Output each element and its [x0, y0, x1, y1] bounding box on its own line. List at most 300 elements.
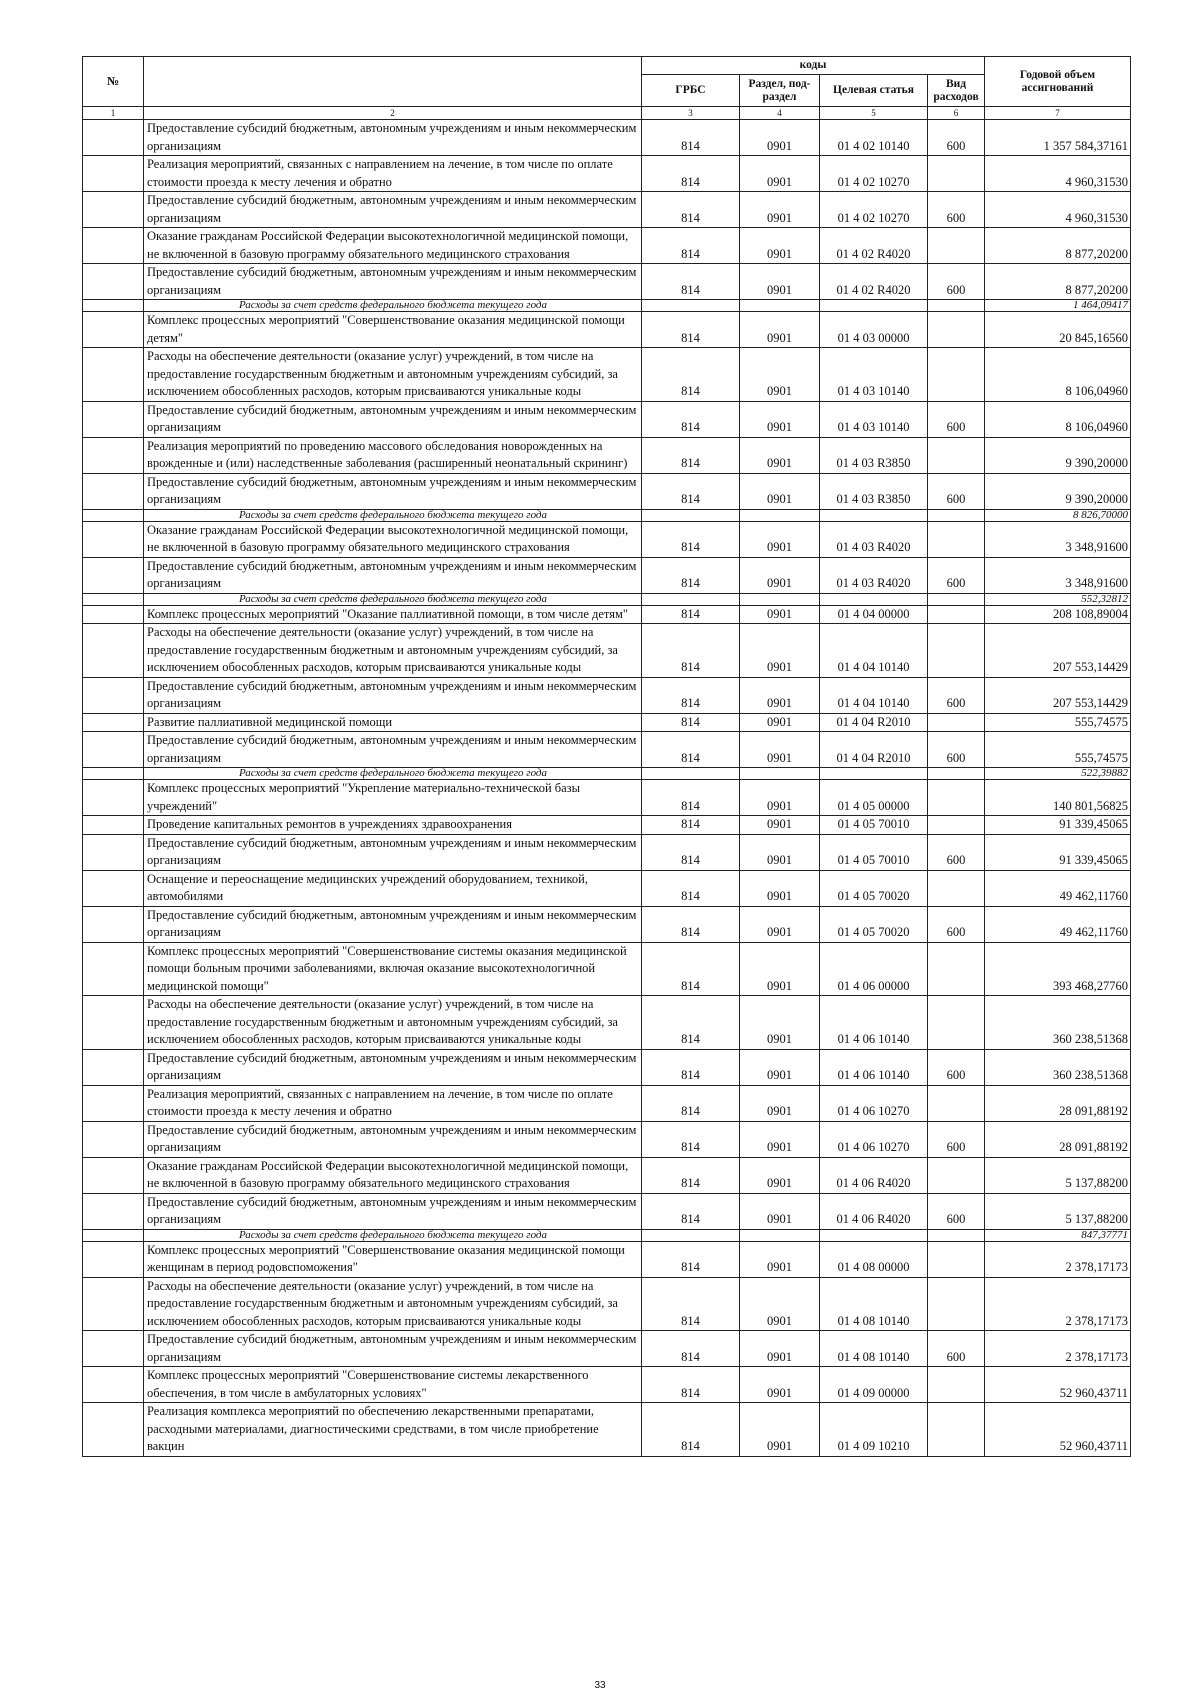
- expense-kind-cell: 600: [928, 473, 985, 509]
- expense-name: Предоставление субсидий бюджетным, автономным учреждениям и иным некоммерческим организациям: [144, 677, 642, 713]
- section-cell: 0901: [740, 312, 820, 348]
- grbs-cell: 814: [642, 1157, 740, 1193]
- target-article-cell: 01 4 05 70020: [820, 870, 928, 906]
- header-number: №: [83, 57, 144, 107]
- header-name-blank: [144, 57, 642, 107]
- target-article-cell: 01 4 06 R4020: [820, 1157, 928, 1193]
- amount-cell: 9 390,20000: [985, 437, 1131, 473]
- table-row: [83, 228, 1131, 264]
- grbs-cell: 814: [642, 228, 740, 264]
- grbs-cell: 814: [642, 437, 740, 473]
- target-article-cell: 01 4 02 R4020: [820, 228, 928, 264]
- federal-budget-label: Расходы за счет средств федерального бюджета текущего года: [144, 509, 642, 521]
- row-number-cell: [83, 1193, 144, 1229]
- table-row: [83, 1241, 1131, 1277]
- federal-budget-row: [83, 768, 1131, 780]
- grbs-cell: [642, 300, 740, 312]
- row-number-cell: [83, 1277, 144, 1331]
- expense-name: Оказание гражданам Российской Федерации высокотехнологичной медицинской помощи, не включенной в базовую программу обязательного медицинского страхования: [144, 1157, 642, 1193]
- amount-cell: 208 108,89004: [985, 605, 1131, 624]
- grbs-cell: 814: [642, 605, 740, 624]
- expense-kind-cell: [928, 816, 985, 835]
- section-cell: 0901: [740, 521, 820, 557]
- expense-kind-cell: [928, 1241, 985, 1277]
- expense-kind-cell: 600: [928, 1193, 985, 1229]
- row-number-cell: [83, 1085, 144, 1121]
- target-article-cell: [820, 1229, 928, 1241]
- target-article-cell: 01 4 03 00000: [820, 312, 928, 348]
- amount-cell: 28 091,88192: [985, 1085, 1131, 1121]
- amount-cell: 91 339,45065: [985, 834, 1131, 870]
- target-article-cell: 01 4 04 10140: [820, 624, 928, 678]
- column-number: 1: [83, 107, 144, 120]
- target-article-cell: 01 4 05 70010: [820, 816, 928, 835]
- expense-kind-cell: [928, 1085, 985, 1121]
- target-article-cell: 01 4 03 R3850: [820, 437, 928, 473]
- grbs-cell: 814: [642, 1085, 740, 1121]
- expense-name: Комплекс процессных мероприятий "Совершенствование системы оказания медицинской помощи больным прочими заболеваниями, включая оказание высокотехнологичной медицинской помощи": [144, 942, 642, 996]
- section-cell: [740, 1229, 820, 1241]
- table-header: [83, 57, 1131, 120]
- row-number-cell: [83, 521, 144, 557]
- expense-kind-cell: [928, 437, 985, 473]
- expense-name: Комплекс процессных мероприятий "Совершенствование оказания медицинской помощи женщинам в период родовспоможения": [144, 1241, 642, 1277]
- row-number-cell: [83, 996, 144, 1050]
- table-row: [83, 1403, 1131, 1457]
- grbs-cell: 814: [642, 264, 740, 300]
- expense-name: Расходы на обеспечение деятельности (оказание услуг) учреждений, в том числе на предоставление государственным бюджетным и автономным учреждениям субсидий, за исключением обособленных расходов, которым присваиваются уникальные коды: [144, 624, 642, 678]
- table-row: [83, 473, 1131, 509]
- row-number-cell: [83, 1121, 144, 1157]
- expense-name: Предоставление субсидий бюджетным, автономным учреждениям и иным некоммерческим организациям: [144, 557, 642, 593]
- expense-kind-cell: [928, 870, 985, 906]
- table-row: [83, 1157, 1131, 1193]
- expense-name: Оказание гражданам Российской Федерации высокотехнологичной медицинской помощи, не включенной в базовую программу обязательного медицинского страхования: [144, 228, 642, 264]
- expense-kind-cell: [928, 300, 985, 312]
- expense-kind-cell: [928, 1157, 985, 1193]
- federal-budget-row: [83, 593, 1131, 605]
- row-number-cell: [83, 264, 144, 300]
- target-article-cell: 01 4 06 10140: [820, 996, 928, 1050]
- table-row: [83, 1367, 1131, 1403]
- grbs-cell: 814: [642, 521, 740, 557]
- row-number-cell: [83, 713, 144, 732]
- section-cell: 0901: [740, 1193, 820, 1229]
- federal-budget-label: Расходы за счет средств федерального бюджета текущего года: [144, 593, 642, 605]
- amount-cell: 552,32812: [985, 593, 1131, 605]
- expense-kind-cell: 600: [928, 192, 985, 228]
- budget-table-container: [82, 56, 1130, 1457]
- amount-cell: 2 378,17173: [985, 1277, 1131, 1331]
- target-article-cell: 01 4 03 R3850: [820, 473, 928, 509]
- expense-name: Предоставление субсидий бюджетным, автономным учреждениям и иным некоммерческим организациям: [144, 906, 642, 942]
- federal-budget-label: Расходы за счет средств федерального бюджета текущего года: [144, 768, 642, 780]
- amount-cell: 5 137,88200: [985, 1193, 1131, 1229]
- expense-kind-cell: [928, 156, 985, 192]
- section-cell: 0901: [740, 1049, 820, 1085]
- target-article-cell: 01 4 02 R4020: [820, 264, 928, 300]
- amount-cell: 52 960,43711: [985, 1403, 1131, 1457]
- section-cell: 0901: [740, 1121, 820, 1157]
- header-codes: коды: [642, 57, 985, 75]
- expense-kind-cell: [928, 624, 985, 678]
- amount-cell: 393 468,27760: [985, 942, 1131, 996]
- expense-kind-cell: 600: [928, 264, 985, 300]
- row-number-cell: [83, 1331, 144, 1367]
- expense-kind-cell: [928, 348, 985, 402]
- expense-name: Предоставление субсидий бюджетным, автономным учреждениям и иным некоммерческим организациям: [144, 1193, 642, 1229]
- expense-kind-cell: [928, 1367, 985, 1403]
- row-number-cell: [83, 942, 144, 996]
- grbs-cell: 814: [642, 780, 740, 816]
- row-number-cell: [83, 1049, 144, 1085]
- target-article-cell: 01 4 05 70010: [820, 834, 928, 870]
- row-number-cell: [83, 834, 144, 870]
- expense-name: Предоставление субсидий бюджетным, автономным учреждениям и иным некоммерческим организациям: [144, 1049, 642, 1085]
- amount-cell: 8 106,04960: [985, 401, 1131, 437]
- table-row: [83, 264, 1131, 300]
- target-article-cell: 01 4 02 10270: [820, 192, 928, 228]
- grbs-cell: 814: [642, 1193, 740, 1229]
- amount-cell: 4 960,31530: [985, 192, 1131, 228]
- grbs-cell: 814: [642, 732, 740, 768]
- grbs-cell: 814: [642, 557, 740, 593]
- amount-cell: 360 238,51368: [985, 1049, 1131, 1085]
- row-number-cell: [83, 1157, 144, 1193]
- target-article-cell: 01 4 03 R4020: [820, 557, 928, 593]
- target-article-cell: 01 4 03 10140: [820, 348, 928, 402]
- table-row: [83, 1331, 1131, 1367]
- amount-cell: 360 238,51368: [985, 996, 1131, 1050]
- expense-kind-cell: 600: [928, 677, 985, 713]
- amount-cell: 8 877,20200: [985, 264, 1131, 300]
- grbs-cell: 814: [642, 906, 740, 942]
- grbs-cell: 814: [642, 1277, 740, 1331]
- table-row: [83, 906, 1131, 942]
- grbs-cell: 814: [642, 1121, 740, 1157]
- row-number-cell: [83, 1403, 144, 1457]
- expense-kind-cell: 600: [928, 834, 985, 870]
- target-article-cell: [820, 300, 928, 312]
- grbs-cell: [642, 509, 740, 521]
- amount-cell: 8 877,20200: [985, 228, 1131, 264]
- section-cell: 0901: [740, 780, 820, 816]
- target-article-cell: 01 4 04 00000: [820, 605, 928, 624]
- row-number-cell: [83, 816, 144, 835]
- section-cell: 0901: [740, 120, 820, 156]
- expense-name: Предоставление субсидий бюджетным, автономным учреждениям и иным некоммерческим организациям: [144, 120, 642, 156]
- grbs-cell: 814: [642, 834, 740, 870]
- section-cell: 0901: [740, 624, 820, 678]
- expense-kind-cell: 600: [928, 1121, 985, 1157]
- row-number-cell: [83, 1241, 144, 1277]
- section-cell: 0901: [740, 1085, 820, 1121]
- amount-cell: 8 106,04960: [985, 348, 1131, 402]
- expense-kind-cell: [928, 996, 985, 1050]
- expense-kind-cell: [928, 228, 985, 264]
- column-number: 3: [642, 107, 740, 120]
- section-cell: 0901: [740, 557, 820, 593]
- table-row: [83, 557, 1131, 593]
- table-row: [83, 816, 1131, 835]
- federal-budget-row: [83, 509, 1131, 521]
- section-cell: 0901: [740, 228, 820, 264]
- header-target-article: Целевая статья: [820, 75, 928, 107]
- section-cell: 0901: [740, 677, 820, 713]
- section-cell: 0901: [740, 816, 820, 835]
- table-row: [83, 1121, 1131, 1157]
- section-cell: [740, 509, 820, 521]
- grbs-cell: 814: [642, 1403, 740, 1457]
- section-cell: 0901: [740, 870, 820, 906]
- row-number-cell: [83, 401, 144, 437]
- grbs-cell: [642, 593, 740, 605]
- row-number-cell: [83, 593, 144, 605]
- column-number: 5: [820, 107, 928, 120]
- expense-name: Комплекс процессных мероприятий "Совершенствование оказания медицинской помощи детям": [144, 312, 642, 348]
- expense-name: Предоставление субсидий бюджетным, автономным учреждениям и иным некоммерческим организациям: [144, 732, 642, 768]
- grbs-cell: 814: [642, 473, 740, 509]
- amount-cell: 5 137,88200: [985, 1157, 1131, 1193]
- row-number-cell: [83, 156, 144, 192]
- grbs-cell: 814: [642, 996, 740, 1050]
- table-row: [83, 732, 1131, 768]
- table-row: [83, 312, 1131, 348]
- row-number-cell: [83, 348, 144, 402]
- column-number: 6: [928, 107, 985, 120]
- expense-name: Оснащение и переоснащение медицинских учреждений оборудованием, техникой, автомобилями: [144, 870, 642, 906]
- page-number: 33: [594, 1680, 606, 1691]
- row-number-cell: [83, 624, 144, 678]
- expense-name: Комплекс процессных мероприятий "Оказание паллиативной помощи, в том числе детям": [144, 605, 642, 624]
- expense-kind-cell: [928, 942, 985, 996]
- grbs-cell: 814: [642, 942, 740, 996]
- expense-kind-cell: 600: [928, 401, 985, 437]
- section-cell: 0901: [740, 1241, 820, 1277]
- row-number-cell: [83, 437, 144, 473]
- section-cell: [740, 593, 820, 605]
- target-article-cell: 01 4 05 00000: [820, 780, 928, 816]
- amount-cell: 4 960,31530: [985, 156, 1131, 192]
- expense-kind-cell: [928, 1403, 985, 1457]
- grbs-cell: 814: [642, 677, 740, 713]
- row-number-cell: [83, 557, 144, 593]
- target-article-cell: 01 4 06 10140: [820, 1049, 928, 1085]
- table-row: [83, 996, 1131, 1050]
- section-cell: [740, 300, 820, 312]
- target-article-cell: [820, 768, 928, 780]
- table-row: [83, 1049, 1131, 1085]
- row-number-cell: [83, 300, 144, 312]
- expense-kind-cell: [928, 713, 985, 732]
- table-row: [83, 1085, 1131, 1121]
- target-article-cell: 01 4 08 10140: [820, 1331, 928, 1367]
- expense-kind-cell: [928, 312, 985, 348]
- expense-name: Расходы на обеспечение деятельности (оказание услуг) учреждений, в том числе на предоставление государственным бюджетным и автономным учреждениям субсидий, за исключением обособленных расходов, которым присваиваются уникальные коды: [144, 348, 642, 402]
- table-row: [83, 677, 1131, 713]
- table-row: [83, 942, 1131, 996]
- expense-kind-cell: [928, 1229, 985, 1241]
- amount-cell: 847,37771: [985, 1229, 1131, 1241]
- expense-kind-cell: 600: [928, 1049, 985, 1085]
- expense-name: Комплекс процессных мероприятий "Совершенствование системы лекарственного обеспечения, в том числе в амбулаторных условиях": [144, 1367, 642, 1403]
- section-cell: 0901: [740, 713, 820, 732]
- row-number-cell: [83, 732, 144, 768]
- section-cell: 0901: [740, 605, 820, 624]
- section-cell: 0901: [740, 1157, 820, 1193]
- table-row: [83, 1277, 1131, 1331]
- amount-cell: 207 553,14429: [985, 677, 1131, 713]
- federal-budget-label: Расходы за счет средств федерального бюджета текущего года: [144, 1229, 642, 1241]
- federal-budget-row: [83, 300, 1131, 312]
- amount-cell: 2 378,17173: [985, 1241, 1131, 1277]
- expense-name: Реализация мероприятий, связанных с направлением на лечение, в том числе по оплате стоимости проезда к месту лечения и обратно: [144, 1085, 642, 1121]
- grbs-cell: 814: [642, 870, 740, 906]
- grbs-cell: 814: [642, 1367, 740, 1403]
- expense-name: Расходы на обеспечение деятельности (оказание услуг) учреждений, в том числе на предоставление государственным бюджетным и автономным учреждениям субсидий, за исключением обособленных расходов, которым присваиваются уникальные коды: [144, 1277, 642, 1331]
- expense-name: Предоставление субсидий бюджетным, автономным учреждениям и иным некоммерческим организациям: [144, 473, 642, 509]
- section-cell: 0901: [740, 156, 820, 192]
- row-number-cell: [83, 780, 144, 816]
- table-row: [83, 834, 1131, 870]
- amount-cell: 2 378,17173: [985, 1331, 1131, 1367]
- header-expense-kind: Вид расходов: [928, 75, 985, 107]
- expense-kind-cell: [928, 593, 985, 605]
- target-article-cell: 01 4 02 10270: [820, 156, 928, 192]
- expense-kind-cell: 600: [928, 120, 985, 156]
- amount-cell: 28 091,88192: [985, 1121, 1131, 1157]
- expense-kind-cell: 600: [928, 557, 985, 593]
- row-number-cell: [83, 906, 144, 942]
- row-number-cell: [83, 768, 144, 780]
- section-cell: 0901: [740, 473, 820, 509]
- expense-name: Расходы на обеспечение деятельности (оказание услуг) учреждений, в том числе на предоставление государственным бюджетным и автономным учреждениям субсидий, за исключением обособленных расходов, которым присваиваются уникальные коды: [144, 996, 642, 1050]
- amount-cell: 555,74575: [985, 732, 1131, 768]
- grbs-cell: 814: [642, 816, 740, 835]
- target-article-cell: 01 4 05 70020: [820, 906, 928, 942]
- table-row: [83, 401, 1131, 437]
- row-number-cell: [83, 312, 144, 348]
- grbs-cell: 814: [642, 156, 740, 192]
- section-cell: 0901: [740, 906, 820, 942]
- section-cell: 0901: [740, 264, 820, 300]
- target-article-cell: 01 4 02 10140: [820, 120, 928, 156]
- expense-name: Реализация мероприятий по проведению массового обследования новорожденных на врожденные и (или) наследственные заболевания (расширенный неонатальный скрининг): [144, 437, 642, 473]
- column-number: 2: [144, 107, 642, 120]
- section-cell: 0901: [740, 942, 820, 996]
- column-number: 7: [985, 107, 1131, 120]
- grbs-cell: 814: [642, 348, 740, 402]
- table-body: [83, 120, 1131, 1457]
- amount-cell: 49 462,11760: [985, 906, 1131, 942]
- amount-cell: 522,39882: [985, 768, 1131, 780]
- target-article-cell: 01 4 04 R2010: [820, 713, 928, 732]
- amount-cell: 49 462,11760: [985, 870, 1131, 906]
- row-number-cell: [83, 120, 144, 156]
- section-cell: [740, 768, 820, 780]
- column-number: 4: [740, 107, 820, 120]
- target-article-cell: [820, 593, 928, 605]
- row-number-cell: [83, 677, 144, 713]
- table-row: [83, 1193, 1131, 1229]
- expense-name: Предоставление субсидий бюджетным, автономным учреждениям и иным некоммерческим организациям: [144, 192, 642, 228]
- amount-cell: 91 339,45065: [985, 816, 1131, 835]
- section-cell: 0901: [740, 192, 820, 228]
- target-article-cell: 01 4 08 00000: [820, 1241, 928, 1277]
- expense-name: Развитие паллиативной медицинской помощи: [144, 713, 642, 732]
- section-cell: 0901: [740, 401, 820, 437]
- header-grbs: ГРБС: [642, 75, 740, 107]
- row-number-cell: [83, 192, 144, 228]
- row-number-cell: [83, 1367, 144, 1403]
- section-cell: 0901: [740, 1277, 820, 1331]
- table-row: [83, 156, 1131, 192]
- row-number-cell: [83, 870, 144, 906]
- table-row: [83, 780, 1131, 816]
- amount-cell: 140 801,56825: [985, 780, 1131, 816]
- grbs-cell: 814: [642, 312, 740, 348]
- budget-table: [82, 56, 1131, 1457]
- header-annual-volume: Годовой объем ассигнований: [985, 57, 1131, 107]
- expense-name: Предоставление субсидий бюджетным, автономным учреждениям и иным некоммерческим организациям: [144, 264, 642, 300]
- row-number-cell: [83, 228, 144, 264]
- row-number-cell: [83, 473, 144, 509]
- expense-name: Предоставление субсидий бюджетным, автономным учреждениям и иным некоммерческим организациям: [144, 401, 642, 437]
- table-row: [83, 348, 1131, 402]
- column-numbers-row: [83, 107, 1131, 120]
- target-article-cell: 01 4 03 10140: [820, 401, 928, 437]
- row-number-cell: [83, 605, 144, 624]
- expense-kind-cell: [928, 768, 985, 780]
- section-cell: 0901: [740, 996, 820, 1050]
- section-cell: 0901: [740, 834, 820, 870]
- table-row: [83, 192, 1131, 228]
- row-number-cell: [83, 1229, 144, 1241]
- grbs-cell: 814: [642, 120, 740, 156]
- table-row: [83, 120, 1131, 156]
- section-cell: 0901: [740, 1367, 820, 1403]
- target-article-cell: 01 4 06 10270: [820, 1121, 928, 1157]
- target-article-cell: 01 4 09 10210: [820, 1403, 928, 1457]
- expense-name: Оказание гражданам Российской Федерации высокотехнологичной медицинской помощи, не включенной в базовую программу обязательного медицинского страхования: [144, 521, 642, 557]
- table-row: [83, 624, 1131, 678]
- amount-cell: 3 348,91600: [985, 557, 1131, 593]
- target-article-cell: 01 4 03 R4020: [820, 521, 928, 557]
- expense-name: Комплекс процессных мероприятий "Укрепление материально-технической базы учреждений": [144, 780, 642, 816]
- expense-kind-cell: [928, 780, 985, 816]
- target-article-cell: 01 4 06 R4020: [820, 1193, 928, 1229]
- grbs-cell: 814: [642, 192, 740, 228]
- amount-cell: 8 826,70000: [985, 509, 1131, 521]
- grbs-cell: [642, 1229, 740, 1241]
- target-article-cell: 01 4 04 10140: [820, 677, 928, 713]
- row-number-cell: [83, 509, 144, 521]
- table-row: [83, 870, 1131, 906]
- expense-kind-cell: [928, 1277, 985, 1331]
- table-row: [83, 521, 1131, 557]
- grbs-cell: 814: [642, 713, 740, 732]
- header-section: Раздел, под-раздел: [740, 75, 820, 107]
- grbs-cell: 814: [642, 1049, 740, 1085]
- expense-kind-cell: 600: [928, 732, 985, 768]
- amount-cell: 1 357 584,37161: [985, 120, 1131, 156]
- target-article-cell: 01 4 08 10140: [820, 1277, 928, 1331]
- grbs-cell: 814: [642, 1241, 740, 1277]
- section-cell: 0901: [740, 437, 820, 473]
- section-cell: 0901: [740, 348, 820, 402]
- expense-name: Реализация мероприятий, связанных с направлением на лечение, в том числе по оплате стоимости проезда к месту лечения и обратно: [144, 156, 642, 192]
- expense-kind-cell: 600: [928, 906, 985, 942]
